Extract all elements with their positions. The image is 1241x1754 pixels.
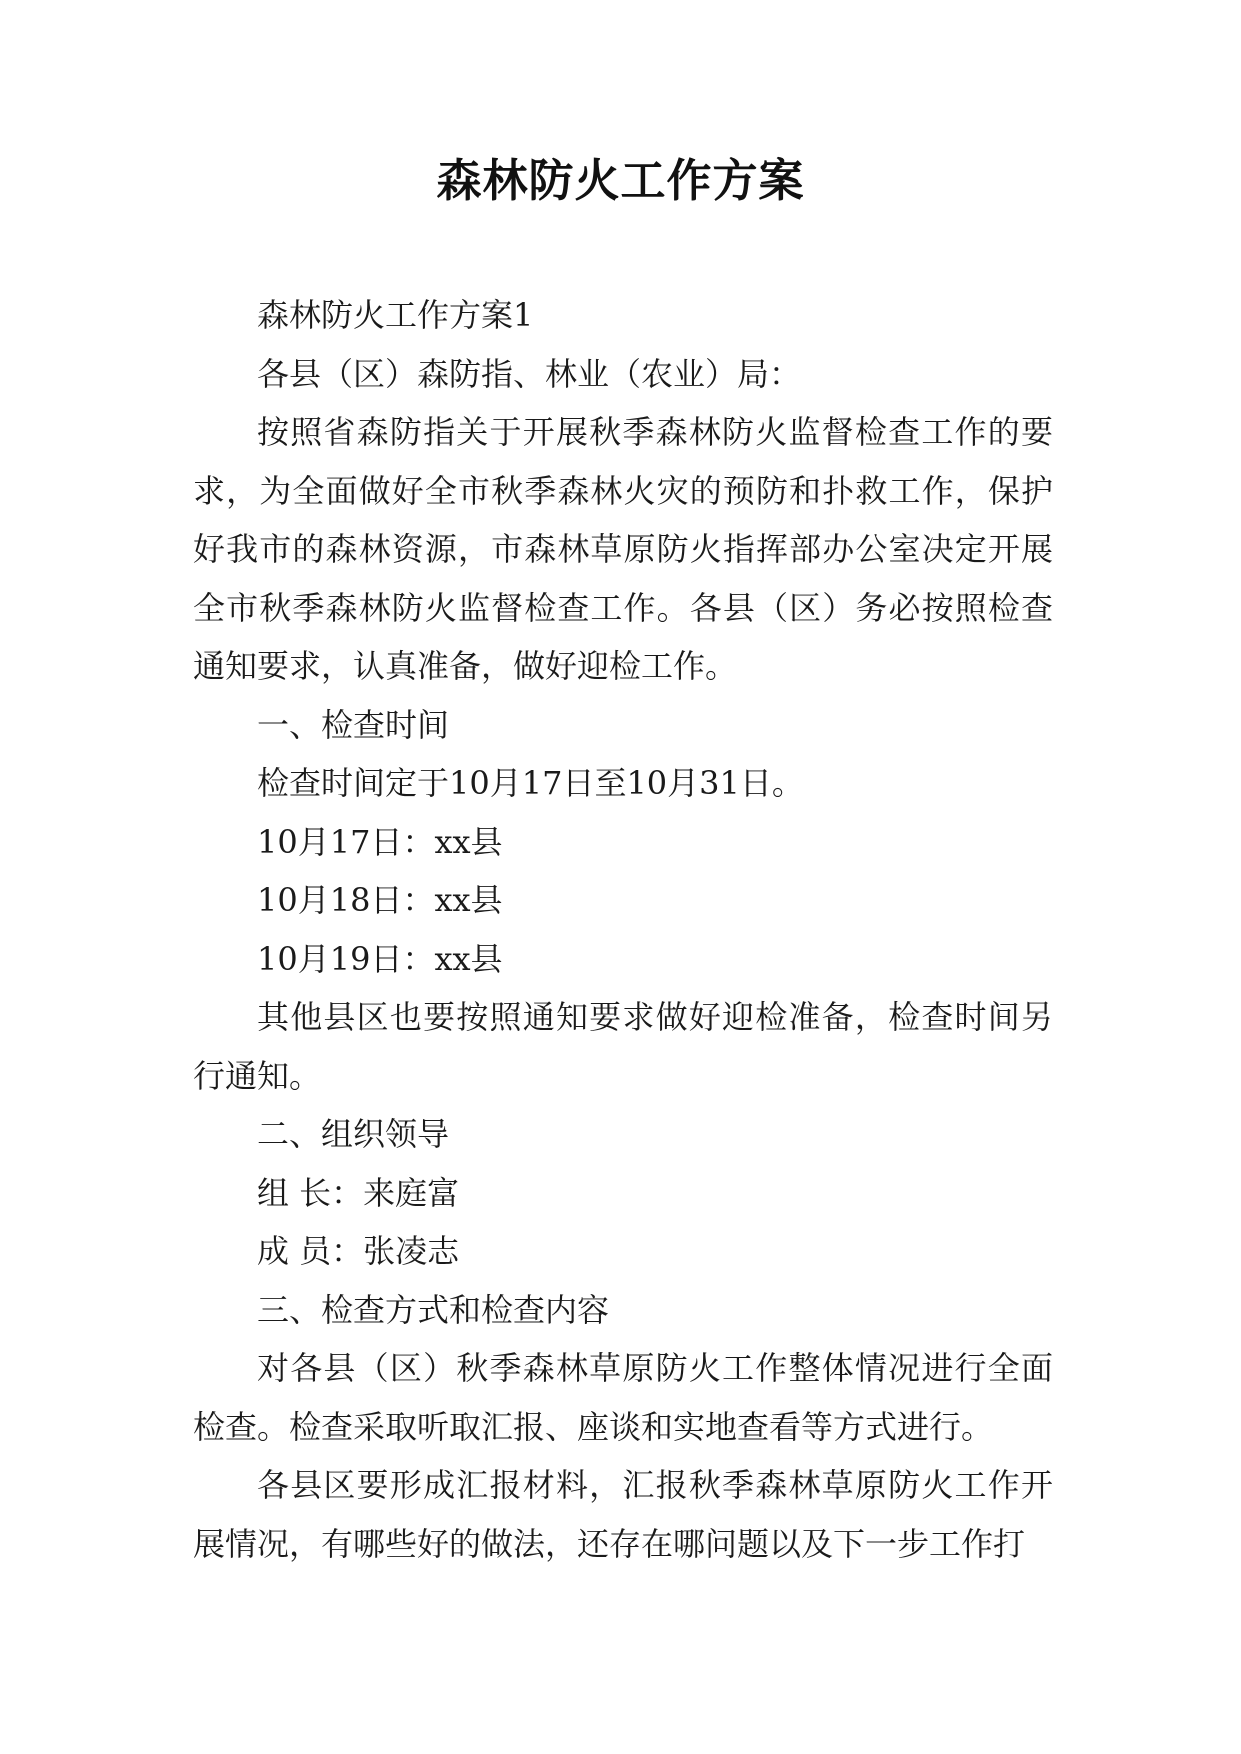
member-line: 成 员：张凌志 (257, 1232, 460, 1270)
paragraph-inspection-method: 对各县（区）秋季森林草原防火工作整体情况进行全面检查。检查采取听取汇报、座谈和实地查看等方式进行。 (193, 1349, 1053, 1446)
paragraph-intro: 按照省森防指关于开展秋季森林防火监督检查工作的要求，为全面做好全市秋季森林火灾的预防和扑救工作，保护好我市的森林资源，市森林草原防火指挥部办公室决定开展全市秋季森林防火监督检查工作。各县（区）务必按照检查通知要求，认真准备，做好迎检工作。 (193, 413, 1053, 685)
document-title: 森林防火工作方案 (436, 154, 805, 207)
document-body (193, 286, 1053, 1573)
salutation: 各县（区）森防指、林业（农业）局： (257, 354, 802, 393)
section-heading-method-content: 三、检查方式和检查内容 (257, 1290, 610, 1329)
paragraph-inspection-dates: 检查时间定于10月17日至10月31日。 (257, 764, 804, 802)
schedule-item: 10月19日：xx县 (257, 939, 503, 978)
schedule-item: 10月18日：xx县 (257, 881, 503, 919)
leader-line: 组 长：来庭富 (257, 1173, 460, 1212)
schedule-item: 10月17日：xx县 (257, 822, 503, 861)
section-heading-inspection-time: 一、检查时间 (257, 705, 450, 744)
section-heading-plan-1: 森林防火工作方案1 (257, 296, 534, 334)
section-heading-leadership: 二、组织领导 (257, 1115, 450, 1153)
paragraph-report-material: 各县区要形成汇报材料，汇报秋季森林草原防火工作开展情况，有哪些好的做法，还存在哪问题以及下一步工作打 (193, 1466, 1053, 1563)
paragraph-other-counties: 其他县区也要按照通知要求做好迎检准备，检查时间另行通知。 (193, 998, 1053, 1095)
